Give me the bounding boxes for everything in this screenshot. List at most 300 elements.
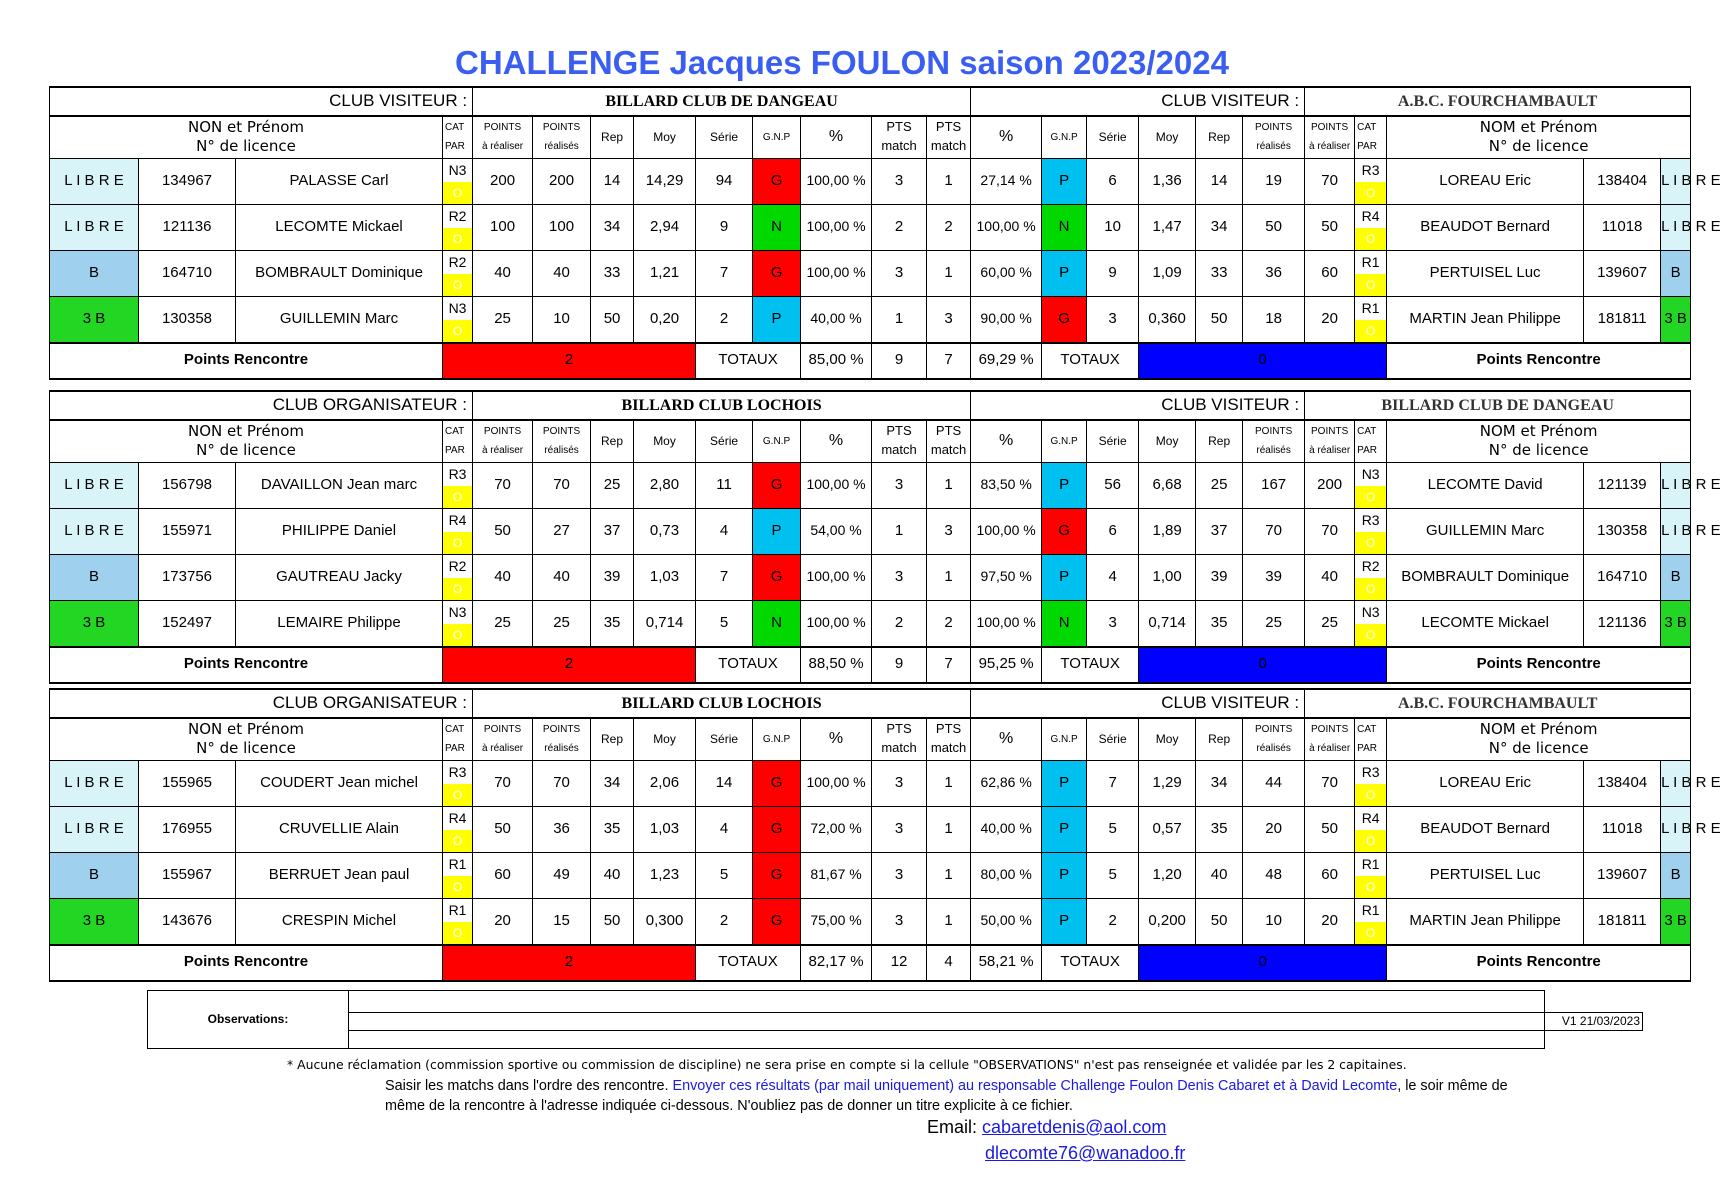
rep-left: 50 (591, 296, 634, 343)
pts-match-right: 2 (927, 600, 971, 647)
serie-right: 6 (1087, 158, 1139, 204)
header-points-made: POINTS réalisés (1243, 116, 1305, 158)
pts-match-left: 3 (872, 554, 927, 600)
pts-match-left: 3 (872, 250, 927, 296)
result-right: G (1042, 508, 1087, 554)
header-gnp: G.N.P (753, 420, 801, 462)
pts-match-left: 3 (872, 806, 927, 852)
player-name-left: LEMAIRE Philippe (236, 600, 443, 647)
pct-right: 83,50 % (971, 462, 1042, 508)
header-points-made: POINTS réalisés (1243, 718, 1305, 760)
total-pts-right: 7 (927, 647, 971, 683)
points-target-right: 200 (1305, 462, 1355, 508)
points-target-left: 200 (473, 158, 533, 204)
category-value: R3 (1361, 763, 1380, 780)
license-left: 164710 (139, 250, 236, 296)
rep-right: 37 (1196, 508, 1243, 554)
category-mark: O (443, 532, 472, 554)
category-mark: O (1355, 182, 1386, 204)
pts-match-right: 1 (927, 760, 971, 806)
serie-left: 4 (696, 508, 753, 554)
license-left: 121136 (139, 204, 236, 250)
rep-right: 50 (1196, 898, 1243, 945)
result-left: G (753, 158, 801, 204)
game-mode-left: B (50, 554, 139, 600)
moy-right: 1,89 (1139, 508, 1196, 554)
total-pts-right: 7 (927, 343, 971, 379)
pts-match-left: 2 (872, 204, 927, 250)
moy-left: 0,300 (634, 898, 696, 945)
license-left: 143676 (139, 898, 236, 945)
header-serie: Série (696, 718, 753, 760)
game-mode-left: L I B R E (50, 204, 139, 250)
pts-match-right: 1 (927, 462, 971, 508)
header-moy: Moy (1139, 116, 1196, 158)
pts-match-right: 1 (927, 554, 971, 600)
pts-match-left: 3 (872, 898, 927, 945)
points-made-left: 70 (533, 462, 591, 508)
header-player-right: NOM et Prénom N° de licence (1387, 116, 1691, 158)
serie-right: 3 (1087, 296, 1139, 343)
points-target-left: 25 (473, 600, 533, 647)
license-left: 152497 (139, 600, 236, 647)
category-left (443, 898, 473, 945)
pts-match-left: 2 (872, 600, 927, 647)
category-right (1355, 600, 1387, 647)
moy-left: 0,714 (634, 600, 696, 647)
points-made-right: 10 (1243, 898, 1305, 945)
match-row (50, 852, 1691, 898)
totaux-label-right: TOTAUX (1042, 343, 1139, 379)
header-player-right: NOM et Prénom N° de licence (1387, 420, 1691, 462)
pts-match-left: 3 (872, 462, 927, 508)
header-pts: PTS match (927, 116, 971, 158)
moy-right: 1,47 (1139, 204, 1196, 250)
license-left: 173756 (139, 554, 236, 600)
points-made-left: 40 (533, 250, 591, 296)
points-target-right: 20 (1305, 898, 1355, 945)
player-name-left: COUDERT Jean michel (236, 760, 443, 806)
category-value: R3 (1361, 511, 1380, 528)
header-rep: Rep (1196, 420, 1243, 462)
serie-left: 11 (696, 462, 753, 508)
player-name-right: PERTUISEL Luc (1387, 250, 1584, 296)
player-name-left: GAUTREAU Jacky (236, 554, 443, 600)
points-target-left: 40 (473, 250, 533, 296)
header-serie: Série (696, 116, 753, 158)
pts-match-left: 3 (872, 158, 927, 204)
pct-left: 100,00 % (801, 554, 872, 600)
header-pts: PTS match (872, 420, 927, 462)
points-made-right: 36 (1243, 250, 1305, 296)
observations-line[interactable] (349, 1031, 1545, 1049)
moy-left: 2,80 (634, 462, 696, 508)
header-pts: PTS match (927, 420, 971, 462)
license-right: 121139 (1584, 462, 1661, 508)
match-row (50, 158, 1691, 204)
category-value: R4 (448, 511, 467, 528)
serie-right: 5 (1087, 852, 1139, 898)
license-right: 138404 (1584, 760, 1661, 806)
points-made-left: 49 (533, 852, 591, 898)
header-rep: Rep (591, 718, 634, 760)
header-moy: Moy (1139, 718, 1196, 760)
rep-right: 34 (1196, 204, 1243, 250)
points-target-left: 50 (473, 806, 533, 852)
category-value: N3 (448, 603, 467, 620)
result-left: G (753, 462, 801, 508)
category-mark: O (1355, 876, 1386, 898)
category-mark: O (443, 274, 472, 296)
pct-left: 100,00 % (801, 158, 872, 204)
pts-match-right: 3 (927, 296, 971, 343)
header-points-target: POINTS à réaliser (473, 420, 533, 462)
points-target-right: 25 (1305, 600, 1355, 647)
moy-left: 1,03 (634, 554, 696, 600)
category-right (1355, 296, 1387, 343)
license-right: 164710 (1584, 554, 1661, 600)
right-club-name: BILLARD CLUB DE DANGEAU (1305, 391, 1691, 420)
category-value: R3 (1361, 161, 1380, 178)
points-rencontre-label-left: Points Rencontre (50, 647, 443, 683)
category-right (1355, 898, 1387, 945)
category-mark: O (443, 784, 472, 806)
category-mark: O (1355, 228, 1386, 250)
category-value: R4 (1361, 207, 1380, 224)
result-left: G (753, 898, 801, 945)
category-right (1355, 554, 1387, 600)
player-name-left: PHILIPPE Daniel (236, 508, 443, 554)
header-moy: Moy (634, 718, 696, 760)
header-cat: CAT PAR (443, 718, 473, 760)
observations-box (147, 990, 1643, 1049)
result-right: N (1042, 204, 1087, 250)
left-club-name: BILLARD CLUB DE DANGEAU (473, 87, 971, 116)
player-name-right: GUILLEMIN Marc (1387, 508, 1584, 554)
observations-line[interactable] (349, 1013, 1545, 1031)
player-name-right: MARTIN Jean Philippe (1387, 296, 1584, 343)
result-left: G (753, 852, 801, 898)
header-pts: PTS match (872, 116, 927, 158)
match-row (50, 806, 1691, 852)
license-left: 155965 (139, 760, 236, 806)
totaux-label-left: TOTAUX (696, 945, 801, 981)
pct-right: 60,00 % (971, 250, 1042, 296)
points-made-right: 18 (1243, 296, 1305, 343)
game-mode-right: B (1661, 554, 1691, 600)
category-value: R1 (1361, 901, 1380, 918)
serie-left: 5 (696, 600, 753, 647)
header-points-target: POINTS à réaliser (1305, 718, 1355, 760)
category-mark: O (1355, 624, 1386, 646)
pts-match-left: 1 (872, 296, 927, 343)
category-right (1355, 852, 1387, 898)
player-name-left: CRUVELLIE Alain (236, 806, 443, 852)
license-right: 11018 (1584, 806, 1661, 852)
rep-left: 34 (591, 760, 634, 806)
category-mark: O (443, 922, 472, 944)
pts-match-left: 3 (872, 852, 927, 898)
pct-right: 100,00 % (971, 204, 1042, 250)
points-target-right: 60 (1305, 250, 1355, 296)
email-row (927, 1117, 1166, 1138)
pts-match-right: 1 (927, 250, 971, 296)
serie-right: 7 (1087, 760, 1139, 806)
points-made-left: 27 (533, 508, 591, 554)
points-made-left: 25 (533, 600, 591, 647)
category-value: R4 (1361, 809, 1380, 826)
game-mode-right: L I B R E (1661, 462, 1691, 508)
result-left: N (753, 600, 801, 647)
pts-match-right: 3 (927, 508, 971, 554)
points-target-right: 60 (1305, 852, 1355, 898)
header-serie: Série (1087, 116, 1139, 158)
points-rencontre-label-right: Points Rencontre (1387, 945, 1691, 981)
points-rencontre-right: 0 (1139, 945, 1387, 981)
header-cat: CAT PAR (1355, 420, 1387, 462)
serie-right: 56 (1087, 462, 1139, 508)
points-target-right: 40 (1305, 554, 1355, 600)
header-gnp: G.N.P (1042, 116, 1087, 158)
player-name-left: LECOMTE Mickael (236, 204, 443, 250)
result-left: P (753, 296, 801, 343)
points-made-left: 100 (533, 204, 591, 250)
result-left: N (753, 204, 801, 250)
points-target-left: 20 (473, 898, 533, 945)
email-row-2 (985, 1143, 1185, 1164)
match-row (50, 554, 1691, 600)
game-mode-right: 3 B (1661, 600, 1691, 647)
rep-left: 34 (591, 204, 634, 250)
moy-right: 1,00 (1139, 554, 1196, 600)
points-rencontre-left: 2 (443, 343, 696, 379)
game-mode-left: 3 B (50, 898, 139, 945)
right-club-name: A.B.C. FOURCHAMBAULT (1305, 87, 1691, 116)
points-target-left: 40 (473, 554, 533, 600)
category-mark: O (443, 624, 472, 646)
pct-left: 100,00 % (801, 204, 872, 250)
result-right: P (1042, 806, 1087, 852)
category-mark: O (1355, 578, 1386, 600)
total-pts-left: 12 (872, 945, 927, 981)
category-value: R2 (448, 557, 467, 574)
header-moy: Moy (1139, 420, 1196, 462)
pts-match-right: 1 (927, 806, 971, 852)
category-left (443, 600, 473, 647)
license-right: 130358 (1584, 508, 1661, 554)
category-mark: O (1355, 922, 1386, 944)
right-club-name: A.B.C. FOURCHAMBAULT (1305, 689, 1691, 718)
header-gnp: G.N.P (753, 718, 801, 760)
header-points-made: POINTS réalisés (533, 116, 591, 158)
left-club-label: CLUB ORGANISATEUR : (50, 689, 473, 718)
points-made-right: 20 (1243, 806, 1305, 852)
player-name-left: PALASSE Carl (236, 158, 443, 204)
pct-left: 40,00 % (801, 296, 872, 343)
player-name-left: GUILLEMIN Marc (236, 296, 443, 343)
pct-left: 100,00 % (801, 600, 872, 647)
left-club-label: CLUB ORGANISATEUR : (50, 391, 473, 420)
header-cat: CAT PAR (1355, 116, 1387, 158)
category-left (443, 852, 473, 898)
category-mark: O (443, 876, 472, 898)
total-pct-left: 85,00 % (801, 343, 872, 379)
game-mode-right: L I B R E (1661, 158, 1691, 204)
serie-left: 14 (696, 760, 753, 806)
email-link-lecomte[interactable]: dlecomte76@wanadoo.fr (985, 1143, 1186, 1163)
moy-left: 2,94 (634, 204, 696, 250)
category-mark: O (443, 486, 472, 508)
moy-right: 1,09 (1139, 250, 1196, 296)
serie-left: 2 (696, 898, 753, 945)
header-gnp: G.N.P (1042, 718, 1087, 760)
instructions-order: Saisir les matchs dans l'ordre des rencontre. (385, 1078, 673, 1094)
category-value: R1 (448, 901, 467, 918)
player-name-right: LOREAU Eric (1387, 760, 1584, 806)
header-cat: CAT PAR (1355, 718, 1387, 760)
match-block (49, 688, 1721, 982)
result-right: P (1042, 760, 1087, 806)
observations-line[interactable] (349, 991, 1545, 1013)
header-points-made: POINTS réalisés (1243, 420, 1305, 462)
totaux-label-right: TOTAUX (1042, 945, 1139, 981)
rep-right: 34 (1196, 760, 1243, 806)
category-value: R4 (448, 809, 467, 826)
player-name-left: BOMBRAULT Dominique (236, 250, 443, 296)
points-made-left: 40 (533, 554, 591, 600)
license-right: 139607 (1584, 852, 1661, 898)
instructions-tail: , le soir même de (1397, 1078, 1508, 1094)
header-pts: PTS match (872, 718, 927, 760)
right-club-label: CLUB VISITEUR : (971, 689, 1305, 718)
category-mark: O (1355, 486, 1386, 508)
game-mode-right: B (1661, 250, 1691, 296)
category-right (1355, 204, 1387, 250)
pct-right: 100,00 % (971, 600, 1042, 647)
instructions-send: Envoyer ces résultats (par mail uniquement) au responsable Challenge Foulon Denis Cabaret et à David Lecomte (672, 1078, 1398, 1094)
points-made-left: 200 (533, 158, 591, 204)
pct-left: 100,00 % (801, 250, 872, 296)
result-right: P (1042, 554, 1087, 600)
header-rep: Rep (1196, 116, 1243, 158)
header-pts: PTS match (927, 718, 971, 760)
match-row (50, 898, 1691, 945)
left-club-name: BILLARD CLUB LOCHOIS (473, 391, 971, 420)
points-target-left: 60 (473, 852, 533, 898)
header-serie: Série (1087, 420, 1139, 462)
observations-label: Observations: (148, 991, 349, 1049)
points-target-right: 50 (1305, 806, 1355, 852)
moy-left: 0,20 (634, 296, 696, 343)
points-rencontre-label-left: Points Rencontre (50, 343, 443, 379)
points-made-right: 19 (1243, 158, 1305, 204)
license-right: 138404 (1584, 158, 1661, 204)
category-left (443, 462, 473, 508)
header-rep: Rep (591, 116, 634, 158)
header-points-target: POINTS à réaliser (1305, 116, 1355, 158)
points-rencontre-left: 2 (443, 945, 696, 981)
header-pct: % (971, 116, 1042, 158)
moy-right: 1,36 (1139, 158, 1196, 204)
serie-left: 5 (696, 852, 753, 898)
category-right (1355, 462, 1387, 508)
header-player-left: NON et Prénom N° de licence (50, 116, 443, 158)
rep-right: 39 (1196, 554, 1243, 600)
total-pct-left: 88,50 % (801, 647, 872, 683)
points-rencontre-label-left: Points Rencontre (50, 945, 443, 981)
category-value: N3 (448, 299, 467, 316)
page-title: CHALLENGE Jacques FOULON saison 2023/2024 (455, 44, 1229, 81)
pts-match-right: 1 (927, 898, 971, 945)
serie-right: 2 (1087, 898, 1139, 945)
match-row (50, 508, 1691, 554)
header-pct: % (971, 718, 1042, 760)
header-pct: % (801, 718, 872, 760)
rep-right: 35 (1196, 600, 1243, 647)
header-cat: CAT PAR (443, 420, 473, 462)
license-right: 139607 (1584, 250, 1661, 296)
disclaimer-note: * Aucune réclamation (commission sportive ou commission de discipline) ne sera prise en compte si la cellule "OBSERVATIONS" n'est pas renseignée et validée par les 2 capitaines. (287, 1057, 1407, 1072)
match-row (50, 462, 1691, 508)
license-left: 176955 (139, 806, 236, 852)
points-made-right: 50 (1243, 204, 1305, 250)
total-pct-right: 69,29 % (971, 343, 1042, 379)
player-name-right: BEAUDOT Bernard (1387, 806, 1584, 852)
match-row (50, 204, 1691, 250)
total-pts-right: 4 (927, 945, 971, 981)
pct-right: 50,00 % (971, 898, 1042, 945)
rep-left: 33 (591, 250, 634, 296)
category-value: R1 (1361, 855, 1380, 872)
moy-right: 0,360 (1139, 296, 1196, 343)
pct-left: 75,00 % (801, 898, 872, 945)
category-value: R2 (448, 253, 467, 270)
points-made-right: 44 (1243, 760, 1305, 806)
game-mode-right: L I B R E (1661, 760, 1691, 806)
game-mode-left: 3 B (50, 600, 139, 647)
header-player-left: NON et Prénom N° de licence (50, 420, 443, 462)
result-left: G (753, 554, 801, 600)
game-mode-left: L I B R E (50, 462, 139, 508)
category-value: N3 (1361, 465, 1380, 482)
moy-right: 6,68 (1139, 462, 1196, 508)
version-label: V1 21/03/2023 (1545, 1013, 1643, 1031)
category-value: R1 (1361, 253, 1380, 270)
category-value: R3 (448, 465, 467, 482)
points-made-right: 167 (1243, 462, 1305, 508)
license-right: 181811 (1584, 898, 1661, 945)
serie-left: 9 (696, 204, 753, 250)
result-right: G (1042, 296, 1087, 343)
category-left (443, 296, 473, 343)
header-gnp: G.N.P (753, 116, 801, 158)
result-left: P (753, 508, 801, 554)
category-mark: O (443, 182, 472, 204)
header-player-left: NON et Prénom N° de licence (50, 718, 443, 760)
moy-left: 1,21 (634, 250, 696, 296)
header-gnp: G.N.P (1042, 420, 1087, 462)
moy-right: 0,200 (1139, 898, 1196, 945)
totaux-label-right: TOTAUX (1042, 647, 1139, 683)
serie-right: 6 (1087, 508, 1139, 554)
pct-left: 54,00 % (801, 508, 872, 554)
points-rencontre-right: 0 (1139, 647, 1387, 683)
moy-right: 0,57 (1139, 806, 1196, 852)
game-mode-left: L I B R E (50, 508, 139, 554)
pct-right: 40,00 % (971, 806, 1042, 852)
email-link-cabaret[interactable]: cabaretdenis@aol.com (982, 1117, 1167, 1137)
serie-right: 10 (1087, 204, 1139, 250)
